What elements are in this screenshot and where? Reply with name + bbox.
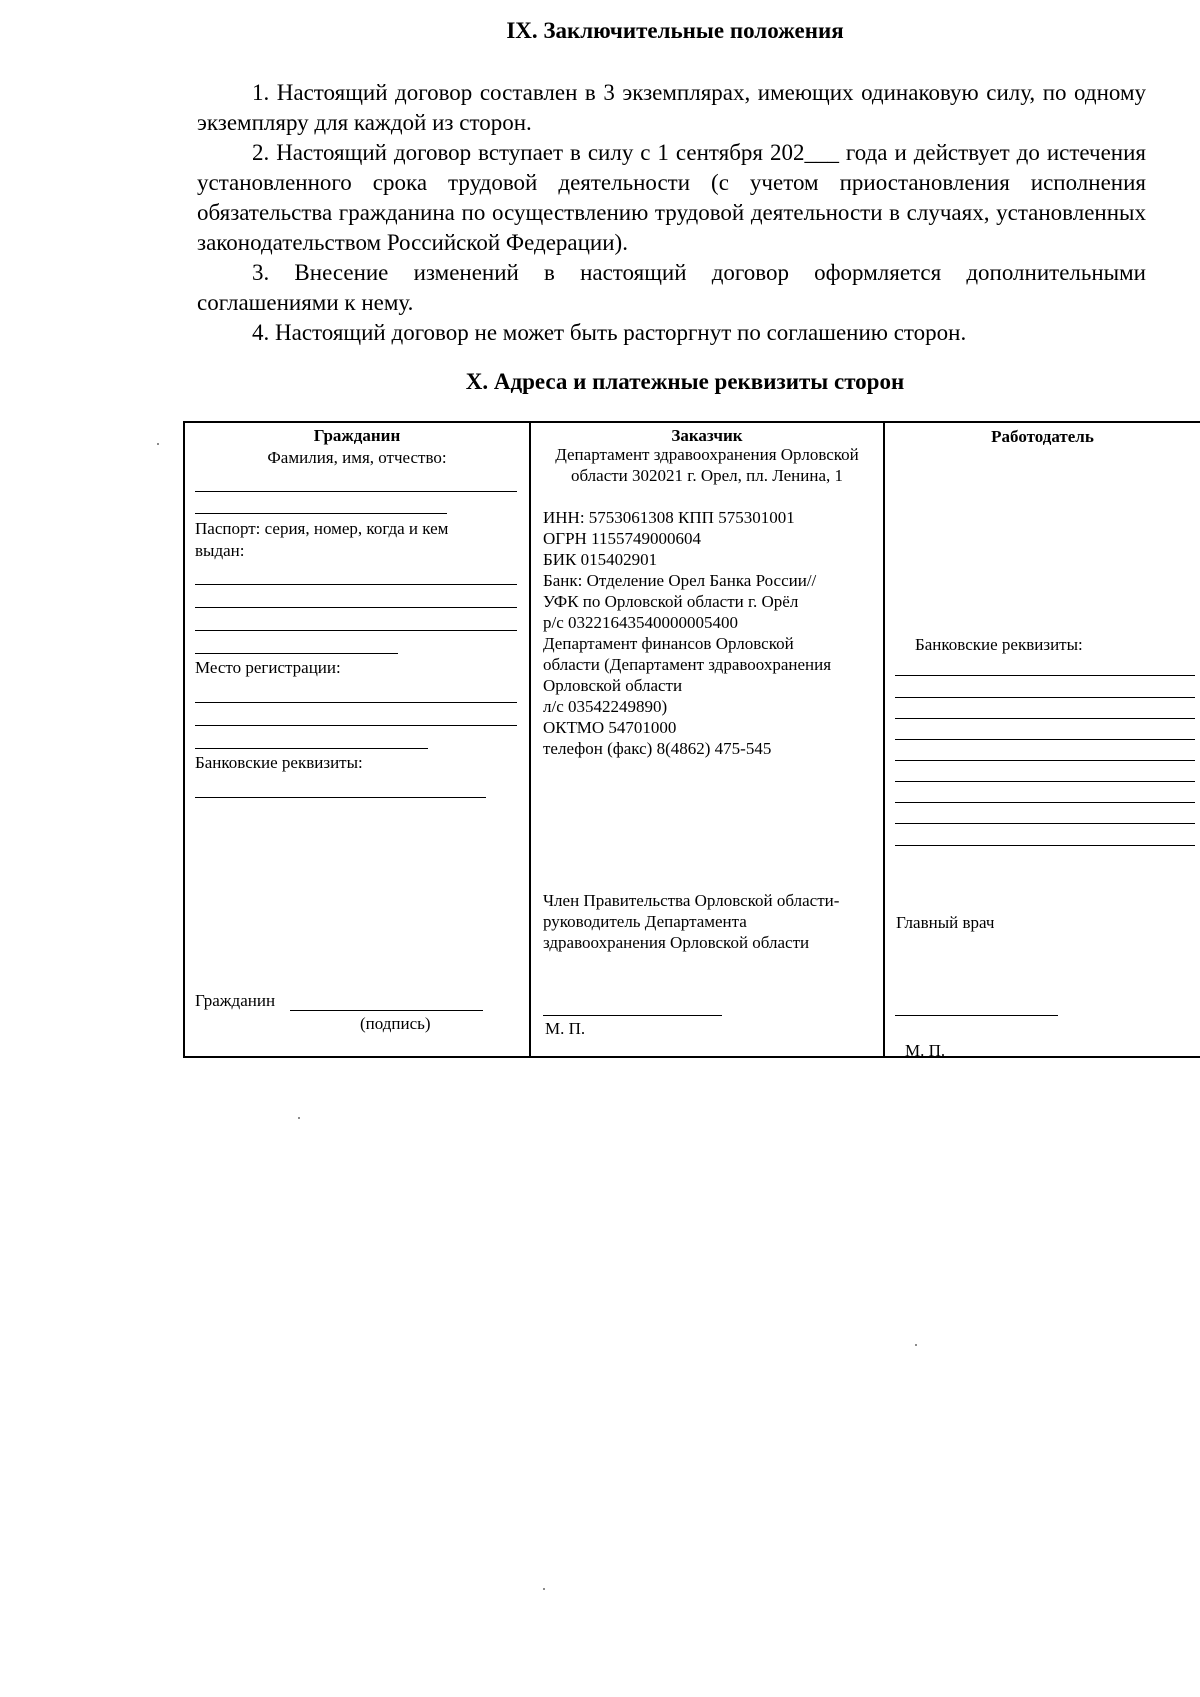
customer-name: Департамент здравоохранения Орловской bbox=[555, 445, 859, 464]
clause-3: 3. Внесение изменений в настоящий договор оформляется дополнительными соглашениями к нему. bbox=[197, 260, 1146, 315]
signature-hint: (подпись) bbox=[360, 1014, 431, 1033]
registration-line[interactable] bbox=[195, 748, 428, 749]
citizen-fio-label: Фамилия, имя, отчество: bbox=[267, 448, 447, 467]
employer-bank-line[interactable] bbox=[895, 845, 1195, 846]
customer-detail: р/с 03221643540000005400 bbox=[543, 613, 739, 632]
passport-label: Паспорт: серия, номер, когда и кем bbox=[195, 519, 449, 538]
customer-detail: ОГРН 1155749000604 bbox=[543, 529, 701, 548]
fio-line[interactable] bbox=[195, 513, 447, 514]
registration-line[interactable] bbox=[195, 725, 517, 726]
employer-bank-line[interactable] bbox=[895, 823, 1195, 824]
customer-detail: области (Департамент здравоохранения bbox=[543, 655, 832, 674]
employer-bank-line[interactable] bbox=[895, 718, 1195, 719]
citizen-header: Гражданин bbox=[313, 426, 401, 445]
passport-label-cont: выдан: bbox=[195, 541, 245, 560]
employer-position: Главный врач bbox=[896, 913, 995, 932]
section-10-title: X. Адреса и платежные реквизиты сторон bbox=[465, 369, 905, 394]
scan-speck bbox=[298, 1117, 300, 1119]
passport-line[interactable] bbox=[195, 607, 517, 608]
passport-line[interactable] bbox=[195, 653, 398, 654]
customer-header: Заказчик bbox=[671, 426, 743, 445]
scan-speck bbox=[157, 443, 159, 445]
citizen-bank-label: Банковские реквизиты: bbox=[195, 753, 363, 772]
registration-line[interactable] bbox=[195, 702, 517, 703]
column-divider bbox=[529, 421, 531, 1058]
clause-2: 2. Настоящий договор вступает в силу с 1 сентября 202___ года и действует до истечения установленного срока трудовой деятельности (с учетом приостановления исполнения обязательства гражданина по осуществлению трудовой деятельности в случаях, установленных законодательством Российской Федерации). bbox=[197, 140, 1146, 255]
customer-detail: БИК 015402901 bbox=[543, 550, 658, 569]
customer-detail: УФК по Орловской области г. Орёл bbox=[543, 592, 799, 611]
passport-line[interactable] bbox=[195, 584, 517, 585]
customer-address: области 302021 г. Орел, пл. Ленина, 1 bbox=[570, 466, 844, 485]
scan-speck bbox=[915, 1344, 917, 1346]
customer-position: Член Правительства Орловской области- bbox=[543, 891, 840, 910]
scan-speck bbox=[543, 1588, 545, 1590]
customer-position: здравоохранения Орловской области bbox=[543, 933, 810, 952]
customer-stamp: М. П. bbox=[545, 1019, 586, 1038]
employer-bank-line[interactable] bbox=[895, 675, 1195, 676]
customer-position: руководитель Департамента bbox=[543, 912, 747, 931]
customer-signature-line[interactable] bbox=[543, 1015, 722, 1016]
fio-line[interactable] bbox=[195, 491, 517, 492]
employer-bank-label: Банковские реквизиты: bbox=[915, 635, 1083, 654]
column-divider bbox=[883, 421, 885, 1058]
customer-detail: ИНН: 5753061308 КПП 575301001 bbox=[543, 508, 795, 527]
customer-detail: л/с 03542249890) bbox=[543, 697, 668, 716]
employer-stamp: М. П. bbox=[905, 1041, 946, 1060]
customer-detail: Банк: Отделение Орел Банка России// bbox=[543, 571, 817, 590]
citizen-bank-line[interactable] bbox=[195, 797, 486, 798]
customer-detail: телефон (факс) 8(4862) 475-545 bbox=[543, 739, 772, 758]
employer-bank-line[interactable] bbox=[895, 802, 1195, 803]
employer-header: Работодатель bbox=[991, 427, 1094, 446]
employer-bank-line[interactable] bbox=[895, 697, 1195, 698]
customer-detail: Департамент финансов Орловской bbox=[543, 634, 794, 653]
section-9-title: IX. Заключительные положения bbox=[506, 18, 844, 43]
customer-detail: Орловской области bbox=[543, 676, 683, 695]
employer-signature-line[interactable] bbox=[895, 1015, 1058, 1016]
citizen-signature-label: Гражданин bbox=[195, 991, 276, 1010]
employer-bank-line[interactable] bbox=[895, 760, 1195, 761]
clause-1: 1. Настоящий договор составлен в 3 экземплярах, имеющих одинаковую силу, по одному экземпляру для каждой из сторон. bbox=[197, 80, 1146, 135]
clause-4: 4. Настоящий договор не может быть расторгнут по соглашению сторон. bbox=[252, 320, 967, 345]
customer-detail: ОКТМО 54701000 bbox=[543, 718, 677, 737]
registration-label: Место регистрации: bbox=[195, 658, 341, 677]
passport-line[interactable] bbox=[195, 630, 517, 631]
employer-bank-line[interactable] bbox=[895, 739, 1195, 740]
citizen-signature-line[interactable] bbox=[290, 1010, 483, 1011]
employer-bank-line[interactable] bbox=[895, 781, 1195, 782]
